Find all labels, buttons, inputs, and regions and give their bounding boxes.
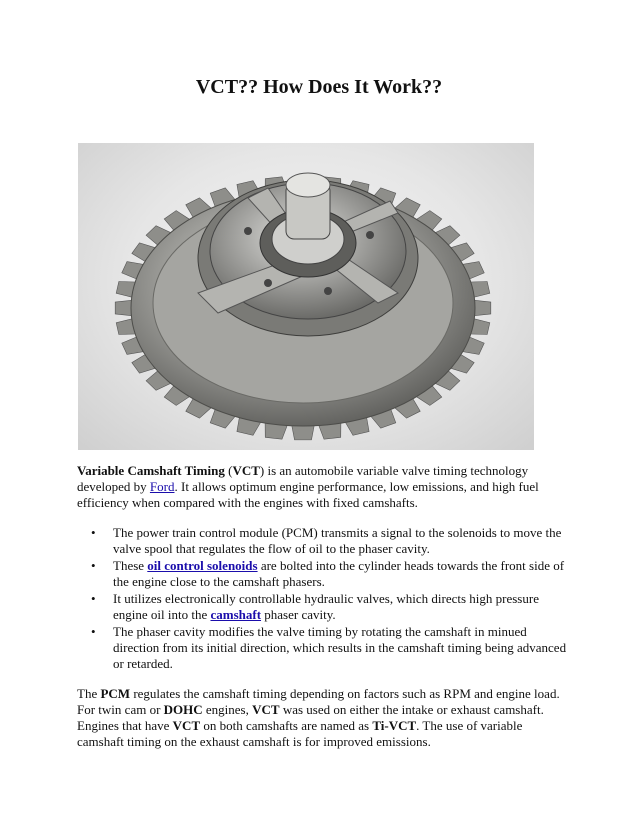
list-item-text: phaser cavity. [261,607,336,622]
vct-term: VCT [252,702,280,717]
dohc-term: DOHC [163,702,203,717]
intro-paragraph [77,463,567,511]
closing-text: was used on either the intake or exhaust camshaft. Engines that have [77,702,544,733]
sprocket-tooth [115,300,131,315]
list-item [91,525,567,557]
vct-term: VCT [172,718,201,733]
list-item-text: The power train control module (PCM) transmits a signal to the solenoids to move the valve spool that regulates the flow of oil to the phaser cavity. [113,525,562,556]
closing-text: on both camshafts are named as [200,718,373,733]
intro-text: . It allows optimum engine performance, low emissions, and high fuel efficiency when compared with the engines with fixed camshafts. [77,479,539,510]
bullet-icon: • [91,624,96,639]
closing-text: regulates the camshaft timing depending on factors such as RPM and engine load. For twin cam or [77,686,560,717]
intro-text: ( [224,463,233,478]
closing-text: . The use of variable camshaft timing on the exhaust camshaft is for improved emissions. [77,718,523,749]
page-title: VCT?? How Does It Work?? [195,76,443,98]
intro-text: ) is an automobile variable valve timing technology developed by [77,463,529,494]
list-item [91,591,567,623]
list-item-text: The phaser cavity modifies the valve timing by rotating the camshaft in minued direction from its initial direction, which results in the camshaft timing being advanced or retarded. [113,624,567,671]
sprocket-tooth [292,426,314,440]
list-item-text: It utilizes electronically controllable hydraulic valves, which directs high pressure engine oil into the [113,591,539,622]
list-item-text: These [113,558,148,573]
bullet-icon: • [91,525,96,540]
bullet-list [77,525,567,672]
ford-link[interactable]: Ford [149,479,175,494]
list-item [91,558,567,590]
vct-sprocket-icon [78,143,534,450]
closing-text: engines, [202,702,253,717]
pcm-term: PCM [100,686,131,701]
camshaft-link[interactable]: camshaft [210,607,262,622]
oil-control-solenoids-link[interactable]: oil control solenoids [147,558,258,573]
bullet-icon: • [91,591,96,606]
sprocket-tooth [475,300,491,315]
closing-text: The [77,686,101,701]
article-body [77,463,567,750]
list-item-text: are bolted into the cylinder heads towards the front side of the engine close to the camshaft phasers. [113,558,565,589]
vct-sprocket-photo [78,143,534,450]
bullet-icon: • [91,558,96,573]
intro-term: Variable Camshaft Timing [77,463,225,478]
list-item [91,624,567,672]
ti-vct-term: Ti-VCT [372,718,417,733]
closing-paragraph [77,686,567,750]
intro-abbr: VCT [232,463,260,478]
